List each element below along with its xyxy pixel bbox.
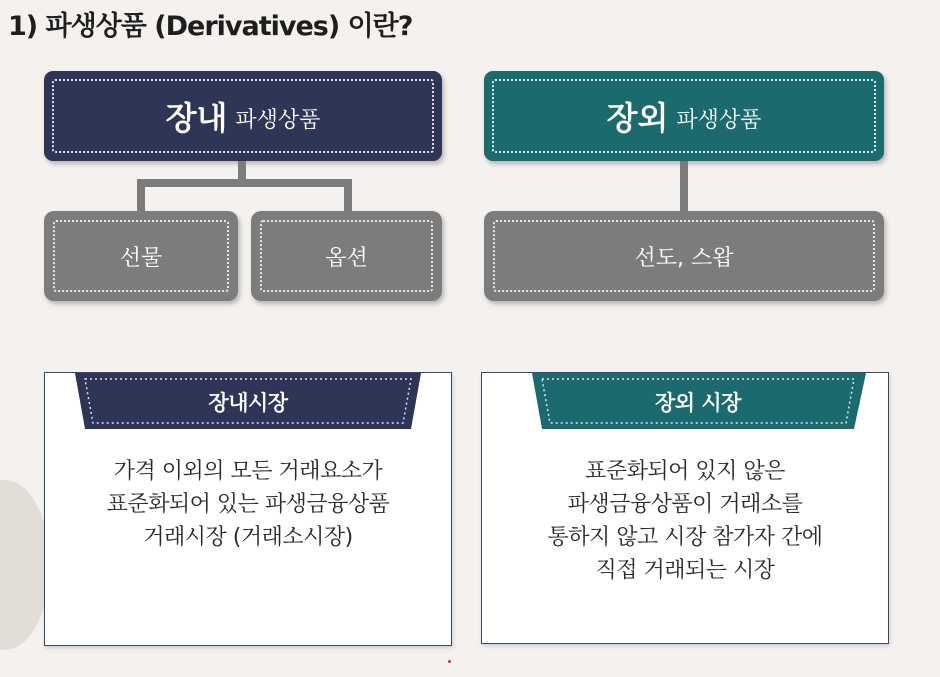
exchange-derivatives-header	[44, 71, 442, 161]
exchange-header-keyword: 장내	[165, 99, 228, 137]
product-box-forward-swap	[484, 211, 884, 301]
exchange-card-title: 장내시장	[208, 391, 288, 415]
description-line: 가격 이외의 모든 거래요소가	[113, 459, 383, 484]
connector-line	[137, 179, 145, 213]
otc-derivatives-header	[484, 71, 884, 161]
background-decoration	[0, 480, 50, 650]
product-label: 선물	[119, 245, 163, 271]
connector-line	[344, 179, 352, 213]
description-line: 표준화되어 있는 파생금융상품	[106, 492, 390, 517]
exchange-market-card	[44, 372, 452, 646]
product-box-options	[251, 211, 442, 301]
product-label: 선도, 스왑	[634, 245, 734, 271]
connector-line	[680, 161, 688, 213]
description-line: 거래시장 (거래소시장)	[143, 525, 353, 550]
description-line: 표준화되어 있지 않은	[585, 459, 785, 484]
product-label: 옵션	[325, 245, 368, 271]
connector-line	[137, 179, 352, 187]
otc-market-card	[481, 372, 889, 644]
otc-market-description	[482, 455, 888, 587]
description-line: 통하지 않고 시장 참가자 간에	[547, 525, 823, 550]
otc-card-title: 장외 시장	[655, 391, 741, 415]
exchange-header-subtitle: 파생상품	[235, 107, 321, 133]
product-box-futures	[44, 211, 238, 301]
exchange-market-description	[45, 455, 451, 554]
otc-header-subtitle: 파생상품	[676, 107, 762, 133]
otc-header-keyword: 장외	[606, 99, 669, 137]
description-line: 직접 거래되는 시장	[595, 558, 775, 583]
decorative-dot	[448, 660, 451, 663]
page-title: 1) 파생상품 (Derivatives) 이란?	[8, 11, 413, 42]
description-line: 파생금융상품이 거래소를	[567, 492, 803, 517]
